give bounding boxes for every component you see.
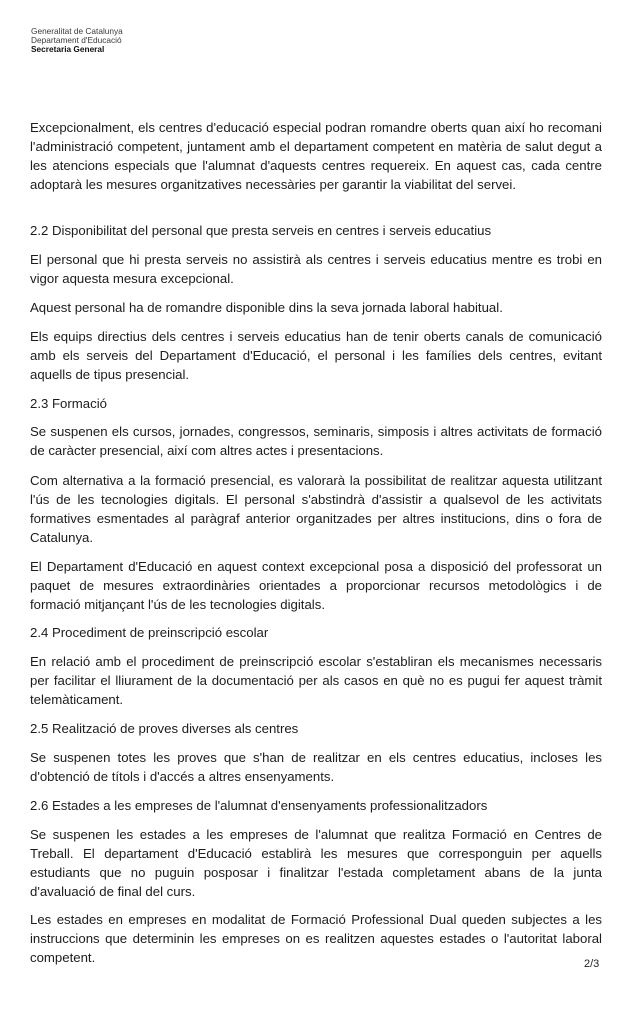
- paragraph-internships-suspended: Se suspenen les estades a les empreses de l'alumnat que realitza Formació en Centres de Treball. El departament d'Educació establirà les mesures que corresponguin per aquells estudiants que no puguin posposar i finalitzar l'estada completament abans de la junta d'avaluació de final del curs.: [30, 827, 602, 899]
- paragraph-training-alternative: Com alternativa a la formació presencial, es valorarà la possibilitat de realitzar aquesta utilitzant l'ús de les tecnologies digitals. El personal s'abstindrà d'assistir a qualsevol de les activitats formatives esmentades al paràgraf anterior organitzades per altres institucions, dins o fora de Catalunya.: [30, 473, 602, 545]
- letterhead-line-secretaria: Secretaria General: [31, 44, 105, 55]
- paragraph-staff-availability: Aquest personal ha de romandre disponible dins la seva jornada laboral habitual.: [30, 300, 503, 315]
- paragraph-teacher-resources: El Departament d'Educació en aquest context excepcional posa a disposició del professorat un paquet de mesures extraordinàries orientades a proporcionar recursos metodològics i de formació mitjançant l'ús de les tecnologies digitals.: [30, 559, 602, 612]
- section-heading-2-4: 2.4 Procediment de preinscripció escolar: [30, 625, 269, 640]
- paragraph-management-teams: Els equips directius dels centres i serveis educatius han de tenir oberts canals de comunicació amb els serveis del Departament d'Educació, el personal i les famílies dels centres, evitant aquells de tipus presencial.: [30, 329, 602, 382]
- paragraph-tests-suspended: Se suspenen totes les proves que s'han de realitzar en els centres educatius, incloses les d'obtenció de títols i d'accés a altres ensenyaments.: [30, 750, 602, 784]
- page-number: 2/3: [584, 958, 600, 970]
- paragraph-staff-attendance: El personal que hi presta serveis no assistirà als centres i serveis educatius mentre es trobi en vigor aquesta mesura excepcional.: [30, 252, 602, 286]
- letterhead: [31, 27, 123, 55]
- paragraph-training-suspended: Se suspenen els cursos, jornades, congressos, seminaris, simposis i altres activitats de formació de caràcter presencial, així com altres actes i presentacions.: [30, 424, 602, 458]
- section-heading-2-3: 2.3 Formació: [30, 396, 107, 411]
- paragraph-special-education: Excepcionalment, els centres d'educació especial podran romandre oberts quan així ho recomani l'administració competent, juntament amb el departament competent en matèria de salut degut a les atencions especials que l'alumnat d'aquests centres requereix. En aquest cas, cada centre adoptarà les mesures organitzatives necessàries per garantir la viabilitat del servei.: [30, 120, 602, 192]
- letterhead-line-generalitat: Generalitat de Catalunya: [31, 26, 123, 36]
- paragraph-preregistration: En relació amb el procediment de preinscripció escolar s'establiran els mecanismes necessaris per facilitar el lliurament de la documentació per als casos en què no es pugui fer aquest tràmit telemàticament.: [30, 654, 602, 707]
- section-heading-2-5: 2.5 Realització de proves diverses als centres: [30, 721, 299, 736]
- letterhead-line-department: Departament d'Educació: [31, 35, 122, 46]
- section-heading-2-2: 2.2 Disponibilitat del personal que presta serveis en centres i serveis educatius: [30, 223, 492, 238]
- section-heading-2-6: 2.6 Estades a les empreses de l'alumnat d'ensenyaments professionalitzadors: [30, 798, 488, 813]
- paragraph-dual-training: Les estades en empreses en modalitat de Formació Professional Dual queden subjectes a les instruccions que determinin les empreses on es realitzen aquestes estades o l'autoritat laboral competent.: [30, 912, 602, 965]
